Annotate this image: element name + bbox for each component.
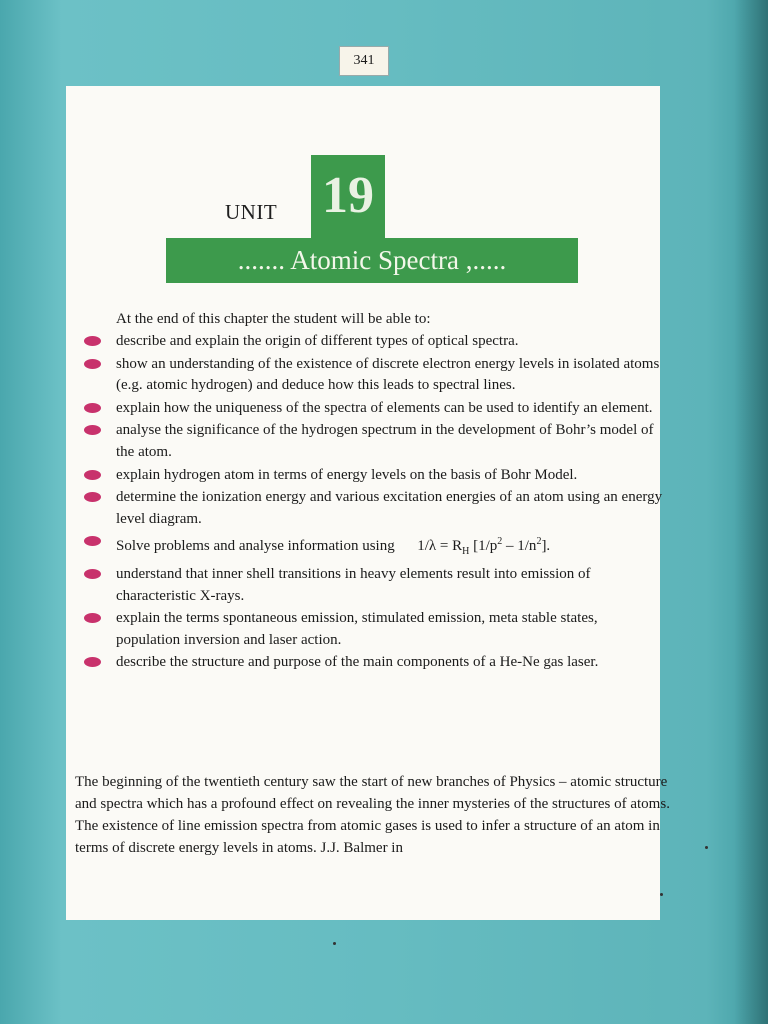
objective-item: explain the terms spontaneous emission, stimulated emission, meta stable states, population inversion and laser action. — [84, 608, 664, 651]
bullet-icon — [84, 613, 101, 623]
bullet-icon — [84, 336, 101, 346]
bullet-icon — [84, 657, 101, 667]
bullet-icon — [84, 569, 101, 579]
unit-label: UNIT — [225, 200, 278, 224]
chapter-title: ....... Atomic Spectra ,..... — [237, 245, 507, 275]
bullet-icon — [84, 403, 101, 413]
objective-item-formula: Solve problems and analyse information using $1/\lambda = R_H$ $[1/p^2 - 1/n^2]$. — [84, 531, 664, 563]
objective-item: understand that inner shell transitions in heavy elements result into emission of characteristic X-rays. — [84, 564, 664, 607]
objective-item: explain how the uniqueness of the spectra of elements can be used to identify an element. — [84, 398, 664, 420]
intro-paragraph: The existence of line emission spectra from atomic gases is used to infer a structure of an atom in terms of discrete energy levels in atoms. J.J. Balmer in — [75, 818, 660, 856]
objective-item: describe the structure and purpose of the main components of a He-Ne gas laser. — [84, 652, 664, 674]
bullet-icon — [84, 359, 101, 369]
bullet-icon — [84, 425, 101, 435]
objective-item: describe and explain the origin of different types of optical spectra. — [84, 331, 664, 353]
specks — [705, 846, 708, 849]
intro-text — [75, 771, 675, 859]
page-number: 341 — [339, 46, 389, 76]
objectives-intro: At the end of this chapter the student will be able to: — [116, 311, 431, 327]
bullet-icon — [84, 536, 101, 546]
objectives-list — [84, 331, 664, 675]
objective-item: explain hydrogen atom in terms of energy levels on the basis of Bohr Model. — [84, 465, 664, 487]
objective-item: analyse the significance of the hydrogen spectrum in the development of Bohr’s model of the atom. — [84, 420, 664, 463]
specks — [660, 893, 663, 896]
bullet-icon — [84, 492, 101, 502]
bullet-icon — [84, 470, 101, 480]
specks — [333, 942, 336, 945]
unit-number: 19 — [322, 167, 374, 224]
rydberg-formula: $1/\lambda = R_H$ $[1/p^2 - 1/n^2]$. — [417, 536, 551, 558]
objective-item: show an understanding of the existence of discrete electron energy levels in isolated atoms (e.g. atomic hydrogen) and deduce how this leads to spectral lines. — [84, 354, 664, 397]
page-shadow-edge — [734, 0, 768, 1024]
intro-paragraph: The beginning of the twentieth century saw the start of new branches of Physics – atomic structure and spectra which has a profound effect on revealing the inner mysteries of the structures of atoms. — [75, 774, 670, 812]
objective-item: determine the ionization energy and various excitation energies of an atom using an energy level diagram. — [84, 487, 664, 530]
